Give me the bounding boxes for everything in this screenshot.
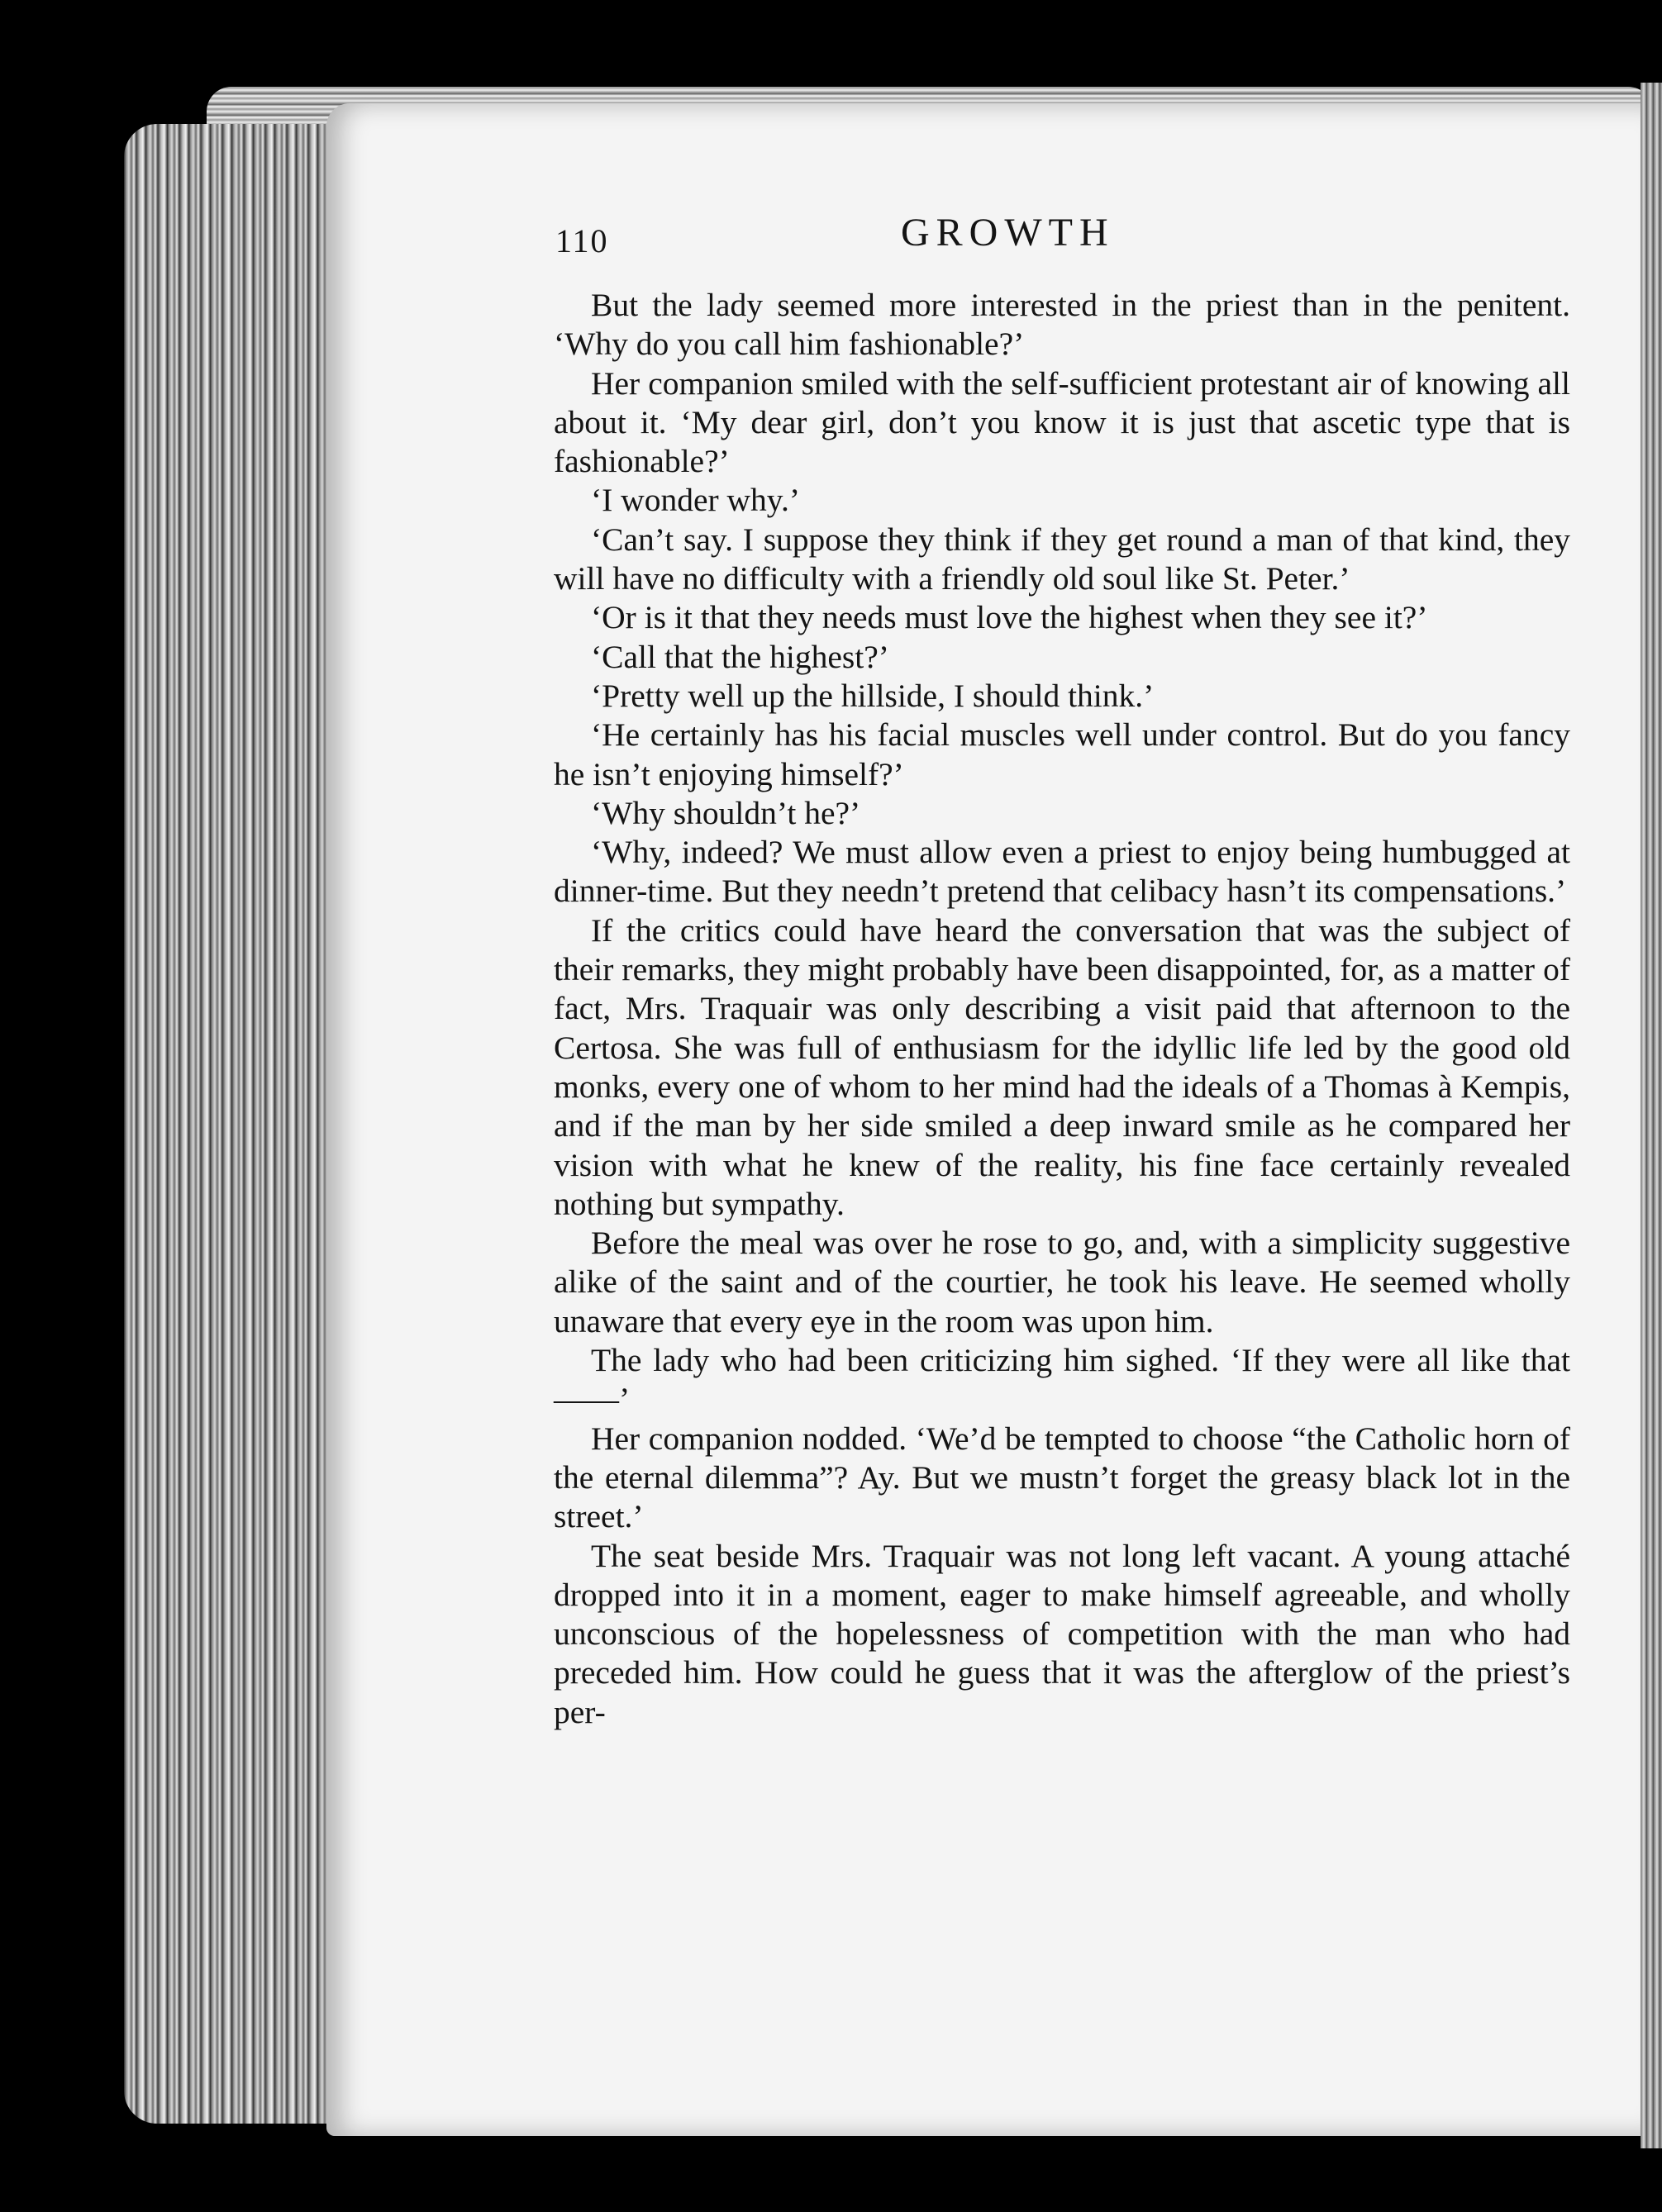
paragraph: The lady who had been criticizing him sighed. ‘If they were all like that——’: [554, 1342, 1570, 1418]
page-number: 110: [555, 222, 609, 259]
page-stack-fore-edge: [124, 124, 355, 2124]
binding-edge: [1641, 83, 1662, 2148]
paragraph: If the critics could have heard the conversation that was the subject of their remarks, they might probably have been disappointed, for, as a matter of fact, Mrs. Traquair was only describing a visit paid that afternoon to the Certosa. She was full of enthusiasm for the idyllic life led by the good old monks, every one of whom to her mind had the ideals of a Thomas à Kempis, and if the man by her side smiled a deep inward smile as he compared her vision with what he knew of the reality, his fine face certainly revealed nothing but sympathy.: [554, 911, 1570, 1222]
paragraph: Her companion nodded. ‘We’d be tempted to choose “the Catholic horn of the eternal dilemma”? Ay. But we mustn’t forget the greasy black lot in the street.’: [554, 1420, 1570, 1535]
paragraph: Before the meal was over he rose to go, and, with a simplicity suggestive alike of the saint and of the courtier, he took his leave. He seemed wholly unaware that every eye in the room was upon him.: [554, 1225, 1570, 1339]
paragraph: ‘Can’t say. I suppose they think if they get round a man of that kind, they will have no difficulty with a friendly old soul like St. Peter.’: [554, 521, 1570, 597]
paragraph: ‘I wonder why.’: [591, 482, 801, 519]
paragraph: The seat beside Mrs. Traquair was not long left vacant. A young attaché dropped into it in a moment, eager to make himself agreeable, and wholly unconscious of the hopelessness of competition with the man who had preceded him. How could he guess that it was the afterglow of the priest’s per-: [554, 1537, 1570, 1730]
page-text: [554, 207, 1570, 1732]
paragraph: ‘Pretty well up the hillside, I should think.’: [591, 677, 1155, 714]
running-head: [554, 207, 1570, 286]
paragraph: Her companion smiled with the self-sufficient protestant air of knowing all about it. ‘My dear girl, don’t you know it is just that ascetic type that is fashionable?’: [554, 364, 1570, 480]
running-title: GROWTH: [901, 211, 1115, 254]
paragraph: ‘Why shouldn’t he?’: [591, 794, 861, 831]
paragraph: ‘Call that the highest?’: [591, 638, 889, 675]
paragraph: ‘Why, indeed? We must allow even a priest to enjoy being humbugged at dinner-time. But they needn’t pretend that celibacy hasn’t its compensations.’: [554, 834, 1570, 910]
paragraph: ‘Or is it that they needs must love the highest when they see it?’: [591, 599, 1428, 636]
paragraph: ‘He certainly has his facial muscles well under control. But do you fancy he isn’t enjoying himself?’: [554, 716, 1570, 792]
paragraph: But the lady seemed more interested in the priest than in the penitent. ‘Why do you call him fashionable?’: [554, 287, 1570, 363]
